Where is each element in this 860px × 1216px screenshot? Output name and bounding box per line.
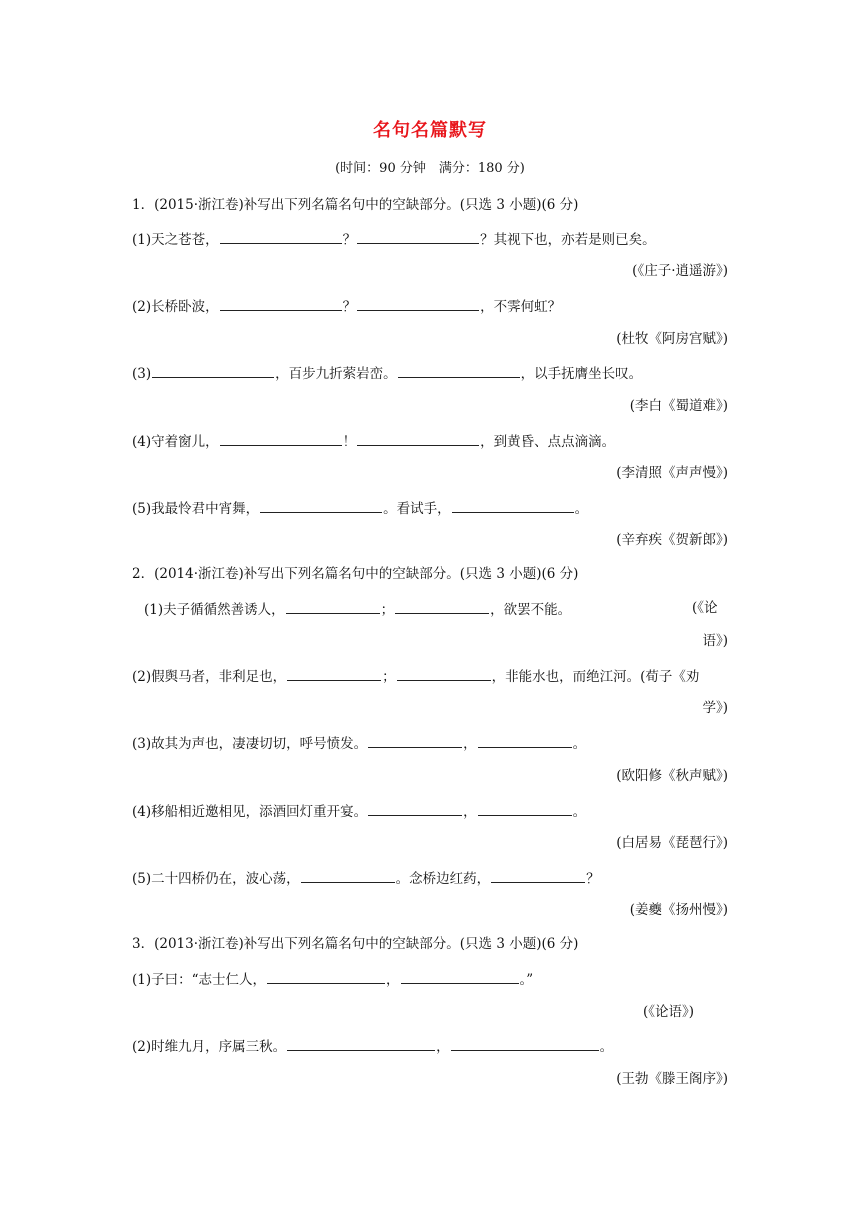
answer-blank[interactable]: [395, 599, 489, 614]
q3-item-1-source: (《论语》): [642, 1004, 694, 1020]
q1-item-5-source: (辛弃疾《贺新郎》): [616, 532, 728, 548]
answer-blank[interactable]: [286, 599, 380, 614]
answer-blank[interactable]: [357, 296, 479, 311]
q2-item-4-source: (白居易《琵琶行》): [616, 835, 728, 851]
page-title: 名句名篇默写: [373, 120, 487, 141]
question-3-header: 3．(2013·浙江卷)补写出下列名篇名句中的空缺部分。(只选 3 小题)(6 分): [132, 936, 579, 952]
q1-item-5: (5)我最怜君中宵舞， 。看试手， 。: [132, 498, 588, 518]
question-2-header: 2．(2014·浙江卷)补写出下列名篇名句中的空缺部分。(只选 3 小题)(6 分): [132, 566, 579, 582]
answer-blank[interactable]: [491, 868, 585, 883]
answer-blank[interactable]: [220, 431, 342, 446]
q1-item-3: (3) ，百步九折萦岩峦。 ，以手抚膺坐长叹。: [132, 363, 642, 383]
answer-blank[interactable]: [397, 666, 491, 681]
answer-blank[interactable]: [287, 1036, 435, 1051]
answer-blank[interactable]: [401, 969, 519, 984]
q3-item-1: (1)子曰：“志士仁人， ， 。”: [132, 969, 533, 989]
answer-blank[interactable]: [478, 733, 572, 748]
q1-item-2: (2)长桥卧波， ？ ，不霁何虹？: [132, 296, 561, 316]
answer-blank[interactable]: [220, 229, 342, 244]
answer-blank[interactable]: [368, 801, 462, 816]
answer-blank[interactable]: [478, 801, 572, 816]
q1-item-3-source: (李白《蜀道难》): [629, 398, 728, 414]
q2-item-2-source: 学》): [702, 700, 728, 716]
answer-blank[interactable]: [368, 733, 462, 748]
answer-blank[interactable]: [152, 363, 274, 378]
q3-item-2-source: (王勃《滕王阁序》): [616, 1071, 728, 1087]
answer-blank[interactable]: [287, 666, 381, 681]
q2-item-5: (5)二十四桥仍在，波心荡， 。念桥边红药， ？: [132, 868, 600, 888]
q1-item-2-source: (杜牧《阿房宫赋》): [616, 331, 728, 347]
answer-blank[interactable]: [267, 969, 385, 984]
answer-blank[interactable]: [451, 1036, 599, 1051]
question-1-header: 1．(2015·浙江卷)补写出下列名篇名句中的空缺部分。(只选 3 小题)(6 分): [132, 197, 579, 213]
answer-blank[interactable]: [452, 498, 574, 513]
q2-item-5-source: (姜夔《扬州慢》): [629, 902, 728, 918]
q2-item-1-source-part1: (《论: [692, 600, 718, 616]
answer-blank[interactable]: [260, 498, 382, 513]
q1-item-1: (1)天之苍苍， ？ ？其视下也，亦若是则已矣。: [132, 229, 656, 249]
q1-item-4: (4)守着窗儿， ！ ，到黄昏、点点滴滴。: [132, 431, 615, 451]
q1-item-4-source: (李清照《声声慢》): [616, 465, 728, 481]
answer-blank[interactable]: [398, 363, 520, 378]
q2-item-3: (3)故其为声也，凄凄切切，呼号愤发。 ， 。: [132, 733, 586, 753]
q2-item-1-source-part2: 语》): [702, 633, 728, 649]
q2-item-1: (1)夫子循循然善诱人， ； ，欲罢不能。: [144, 599, 571, 619]
q2-item-3-source: (欧阳修《秋声赋》): [616, 768, 728, 784]
answer-blank[interactable]: [301, 868, 395, 883]
q1-item-1-source: (《庄子·逍遥游》): [632, 263, 728, 279]
q2-item-4: (4)移船相近邀相见，添酒回灯重开宴。 ， 。: [132, 801, 586, 821]
q3-item-2: (2)时维九月，序属三秋。 ， 。: [132, 1036, 613, 1056]
answer-blank[interactable]: [357, 229, 479, 244]
exam-info: (时间：90 分钟 满分：180 分): [335, 161, 525, 176]
q2-item-2: (2)假舆马者，非利足也， ； ，非能水也，而绝江河。(荀子《劝: [132, 666, 699, 686]
answer-blank[interactable]: [220, 296, 342, 311]
answer-blank[interactable]: [357, 431, 479, 446]
